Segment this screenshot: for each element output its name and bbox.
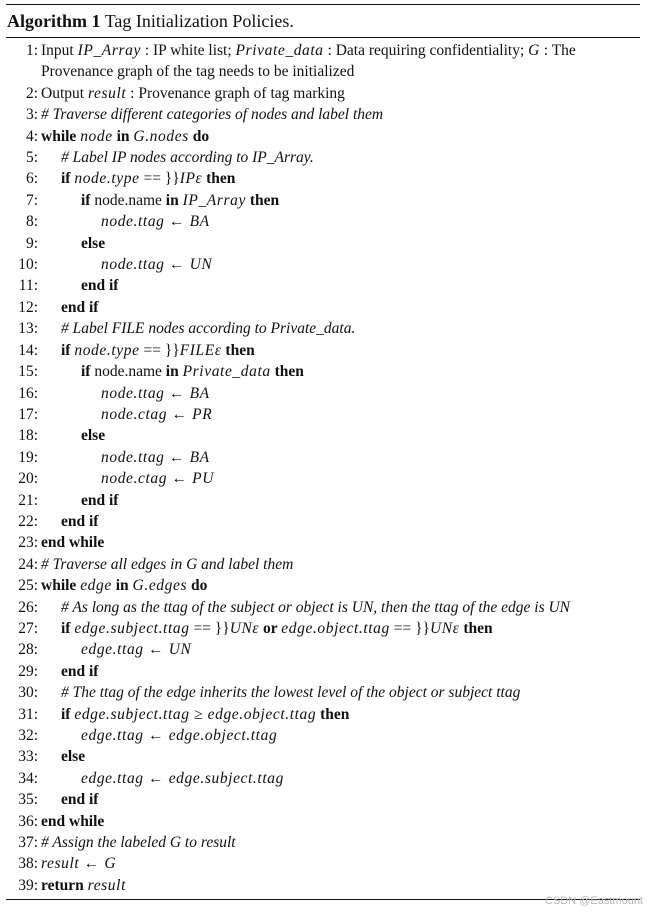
keyword: if — [81, 191, 95, 209]
line-code — [41, 168, 640, 189]
math-expression: Private_data — [235, 42, 324, 59]
line-code — [41, 789, 640, 810]
line-code — [41, 511, 640, 532]
line-code — [41, 768, 640, 789]
math-expression: IP_Array — [77, 42, 141, 59]
math-expression: G.nodes — [133, 127, 189, 145]
line-number: 15: — [18, 363, 38, 381]
math-expression: edge.object.ttag — [281, 619, 390, 637]
algorithm-line — [6, 704, 640, 725]
algorithm-line — [6, 768, 640, 789]
line-code — [41, 875, 640, 896]
line-number: 39: — [18, 876, 38, 894]
line-number: 20: — [18, 470, 38, 488]
line-number: 13: — [18, 320, 38, 338]
line-number: 29: — [18, 662, 38, 680]
algorithm-line — [6, 746, 640, 767]
line-code — [41, 554, 640, 575]
algorithm-line — [6, 104, 640, 125]
math-expression: node — [80, 127, 113, 145]
line-code — [41, 318, 640, 339]
line-code — [41, 447, 640, 468]
math-expression: node.type — [74, 341, 140, 359]
line-code — [41, 811, 640, 832]
line-code — [41, 725, 640, 746]
line-number: 14: — [18, 341, 38, 359]
algorithm-line — [6, 383, 640, 404]
math-expression: node.ttag ← BA — [101, 384, 210, 402]
line-number: 19: — [18, 448, 38, 466]
line-number: 26: — [18, 598, 38, 616]
algorithm-name: Tag Initialization Policies. — [104, 11, 294, 31]
math-expression: G — [528, 42, 540, 59]
algorithm-line — [6, 275, 640, 296]
line-code — [41, 275, 640, 296]
algorithm-line — [6, 340, 640, 361]
keyword: end if — [81, 277, 119, 295]
keyword: if — [61, 619, 75, 637]
comment: # The ttag of the edge inherits the lowest level of the object or subject ttag — [61, 684, 521, 702]
math-expression: UNε — [430, 619, 460, 637]
line-code — [41, 147, 640, 168]
keyword: end if — [61, 791, 99, 809]
algorithm-title — [6, 5, 640, 37]
keyword: in — [165, 191, 183, 209]
keyword: end if — [61, 298, 99, 316]
line-code — [41, 468, 640, 489]
code-text: : IP white list; — [140, 42, 236, 59]
line-number: 31: — [18, 705, 38, 723]
line-code — [41, 661, 640, 682]
keyword: end if — [61, 512, 99, 530]
line-number: 17: — [18, 405, 38, 423]
line-code — [41, 597, 640, 618]
keyword: do — [187, 577, 208, 595]
code-text: : The Provenance graph of the tag needs to be initialized — [41, 42, 576, 81]
math-expression: edge.subject.ttag ≥ edge.object.ttag — [74, 705, 317, 723]
math-expression: Private_data — [182, 363, 271, 381]
line-number: 10: — [18, 256, 38, 274]
code-text: node.name — [94, 363, 166, 381]
keyword: then — [245, 191, 280, 209]
keyword: do — [188, 127, 210, 145]
keyword: then — [270, 363, 304, 381]
line-number: 32: — [18, 727, 38, 744]
keyword: then — [202, 170, 236, 188]
algorithm-lines — [6, 38, 640, 896]
line-code — [41, 40, 640, 83]
comment: # As long as the ttag of the subject or object is UN, then the ttag of the edge is UN — [61, 598, 571, 616]
algorithm-line — [6, 83, 640, 104]
line-number: 16: — [18, 384, 38, 402]
algorithm-line — [6, 661, 640, 682]
line-number: 34: — [18, 769, 38, 787]
code-text: == }} — [189, 619, 230, 637]
algorithm-line — [6, 511, 640, 532]
line-number: 11: — [18, 277, 38, 295]
algorithm-line — [6, 447, 640, 468]
math-expression: result — [87, 876, 126, 894]
comment: # Label IP nodes according to IP_Array. — [61, 149, 314, 167]
keyword: end while — [41, 812, 105, 830]
keyword: in — [165, 363, 183, 381]
math-expression: edge — [80, 577, 112, 595]
algorithm-line — [6, 725, 640, 746]
keyword: end while — [41, 534, 105, 552]
code-text: : Data requiring confidentiality; — [323, 42, 529, 59]
line-code — [41, 361, 640, 382]
line-code — [41, 618, 640, 639]
keyword: else — [81, 234, 106, 252]
math-expression: UNε — [229, 619, 260, 637]
line-number: 18: — [18, 427, 38, 445]
line-number: 9: — [25, 234, 38, 252]
math-expression: edge.ttag ← UN — [81, 641, 192, 659]
keyword: return — [41, 876, 88, 894]
line-code — [41, 211, 640, 232]
math-expression: FILEε — [179, 341, 222, 359]
line-number: 25: — [18, 577, 38, 595]
line-code — [41, 233, 640, 254]
algorithm-line — [6, 789, 640, 810]
keyword: if — [61, 170, 75, 188]
comment: # Label FILE nodes according to Private_data. — [61, 320, 356, 338]
algorithm-line — [6, 297, 640, 318]
keyword: then — [316, 705, 350, 723]
line-number: 2: — [25, 84, 38, 102]
keyword: then — [459, 619, 493, 637]
code-text: node.name — [94, 191, 166, 209]
keyword: while — [41, 127, 81, 145]
algorithm-line — [6, 147, 640, 168]
line-code — [41, 404, 640, 425]
algorithm-line — [6, 190, 640, 211]
keyword: end if — [81, 491, 119, 509]
algorithm-line — [6, 490, 640, 511]
math-expression: edge.subject.ttag — [74, 619, 190, 637]
keyword: else — [61, 748, 86, 766]
keyword: else — [81, 427, 106, 445]
math-expression: node.ctag ← PR — [101, 405, 213, 423]
math-expression: IP_Array — [182, 191, 246, 209]
math-expression: result — [87, 84, 127, 102]
line-number: 37: — [18, 834, 38, 852]
line-number: 1: — [25, 42, 38, 59]
comment: # Traverse different categories of nodes and label them — [41, 106, 384, 124]
keyword: if — [81, 363, 95, 381]
line-code — [41, 682, 640, 703]
keyword: in — [111, 577, 133, 595]
math-expression: result ← G — [41, 855, 117, 873]
line-code — [41, 190, 640, 211]
line-code — [41, 746, 640, 767]
algorithm-line — [6, 575, 640, 596]
line-number: 27: — [18, 619, 38, 637]
math-expression: edge.ttag ← edge.subject.ttag — [81, 769, 284, 787]
line-code — [41, 639, 640, 660]
keyword: if — [61, 341, 75, 359]
algorithm-line — [6, 404, 640, 425]
line-code — [41, 104, 640, 125]
line-number: 4: — [25, 127, 38, 145]
algorithm-line — [6, 811, 640, 832]
line-number: 6: — [25, 170, 38, 188]
algorithm-line — [6, 639, 640, 660]
line-number: 23: — [18, 534, 38, 552]
comment: # Assign the labeled G to result — [41, 834, 236, 852]
algorithm-line — [6, 211, 640, 232]
line-number: 22: — [18, 512, 38, 530]
code-text: Input — [41, 42, 78, 59]
code-text: Output — [41, 84, 88, 102]
algorithm-line — [6, 532, 640, 553]
keyword: while — [41, 577, 81, 595]
math-expression: node.ttag ← BA — [101, 448, 210, 466]
line-code — [41, 425, 640, 446]
line-number: 12: — [18, 298, 38, 316]
line-number: 24: — [18, 555, 38, 573]
line-number: 30: — [18, 684, 38, 702]
line-code — [41, 383, 640, 404]
code-text: == }} — [139, 170, 180, 188]
line-code — [41, 490, 640, 511]
algorithm-line — [6, 468, 640, 489]
algorithm-line — [6, 682, 640, 703]
algorithm-box — [6, 4, 640, 900]
code-text: : Provenance graph of tag marking — [126, 84, 345, 102]
line-code — [41, 532, 640, 553]
algorithm-line — [6, 618, 640, 639]
math-expression: node.ttag ← UN — [101, 256, 213, 274]
watermark: CSDN @Eastmount — [545, 895, 643, 907]
line-code — [41, 832, 640, 853]
line-code — [41, 254, 640, 275]
line-number: 36: — [18, 812, 38, 830]
algorithm-line — [6, 254, 640, 275]
algorithm-line — [6, 126, 640, 147]
line-code — [41, 575, 640, 596]
line-number: 35: — [18, 791, 38, 809]
keyword: then — [221, 341, 255, 359]
line-number: 7: — [25, 191, 38, 209]
algorithm-line — [6, 425, 640, 446]
math-expression: G.edges — [132, 577, 188, 595]
code-text: == }} — [139, 341, 180, 359]
keyword: if — [61, 705, 75, 723]
math-expression: edge.ttag ← edge.object.ttag — [81, 727, 278, 744]
keyword: end if — [61, 662, 99, 680]
keyword: in — [112, 127, 134, 145]
algorithm-line — [6, 233, 640, 254]
algorithm-line — [6, 318, 640, 339]
line-number: 33: — [18, 748, 38, 766]
algorithm-line — [6, 168, 640, 189]
line-code — [41, 340, 640, 361]
algorithm-line — [6, 597, 640, 618]
algorithm-line — [6, 853, 640, 874]
line-code — [41, 83, 640, 104]
code-text: == }} — [389, 619, 430, 637]
line-number: 5: — [25, 149, 38, 167]
line-number: 8: — [25, 213, 38, 231]
line-number: 21: — [18, 491, 38, 509]
comment: # Traverse all edges in G and label them — [41, 555, 294, 573]
line-number: 28: — [18, 641, 38, 659]
math-expression: IPε — [179, 170, 203, 188]
line-number: 3: — [25, 106, 38, 124]
line-code — [41, 297, 640, 318]
line-number: 38: — [18, 855, 38, 873]
line-code — [41, 704, 640, 725]
algorithm-line — [6, 832, 640, 853]
keyword: or — [259, 619, 282, 637]
algorithm-line — [6, 361, 640, 382]
line-code — [41, 126, 640, 147]
algorithm-line — [6, 40, 640, 83]
algorithm-label: Algorithm 1 — [7, 11, 101, 31]
algorithm-line — [6, 875, 640, 896]
algorithm-line — [6, 554, 640, 575]
math-expression: node.type — [74, 170, 140, 188]
line-code — [41, 853, 640, 874]
math-expression: node.ttag ← BA — [101, 213, 210, 231]
math-expression: node.ctag ← PU — [101, 470, 215, 488]
